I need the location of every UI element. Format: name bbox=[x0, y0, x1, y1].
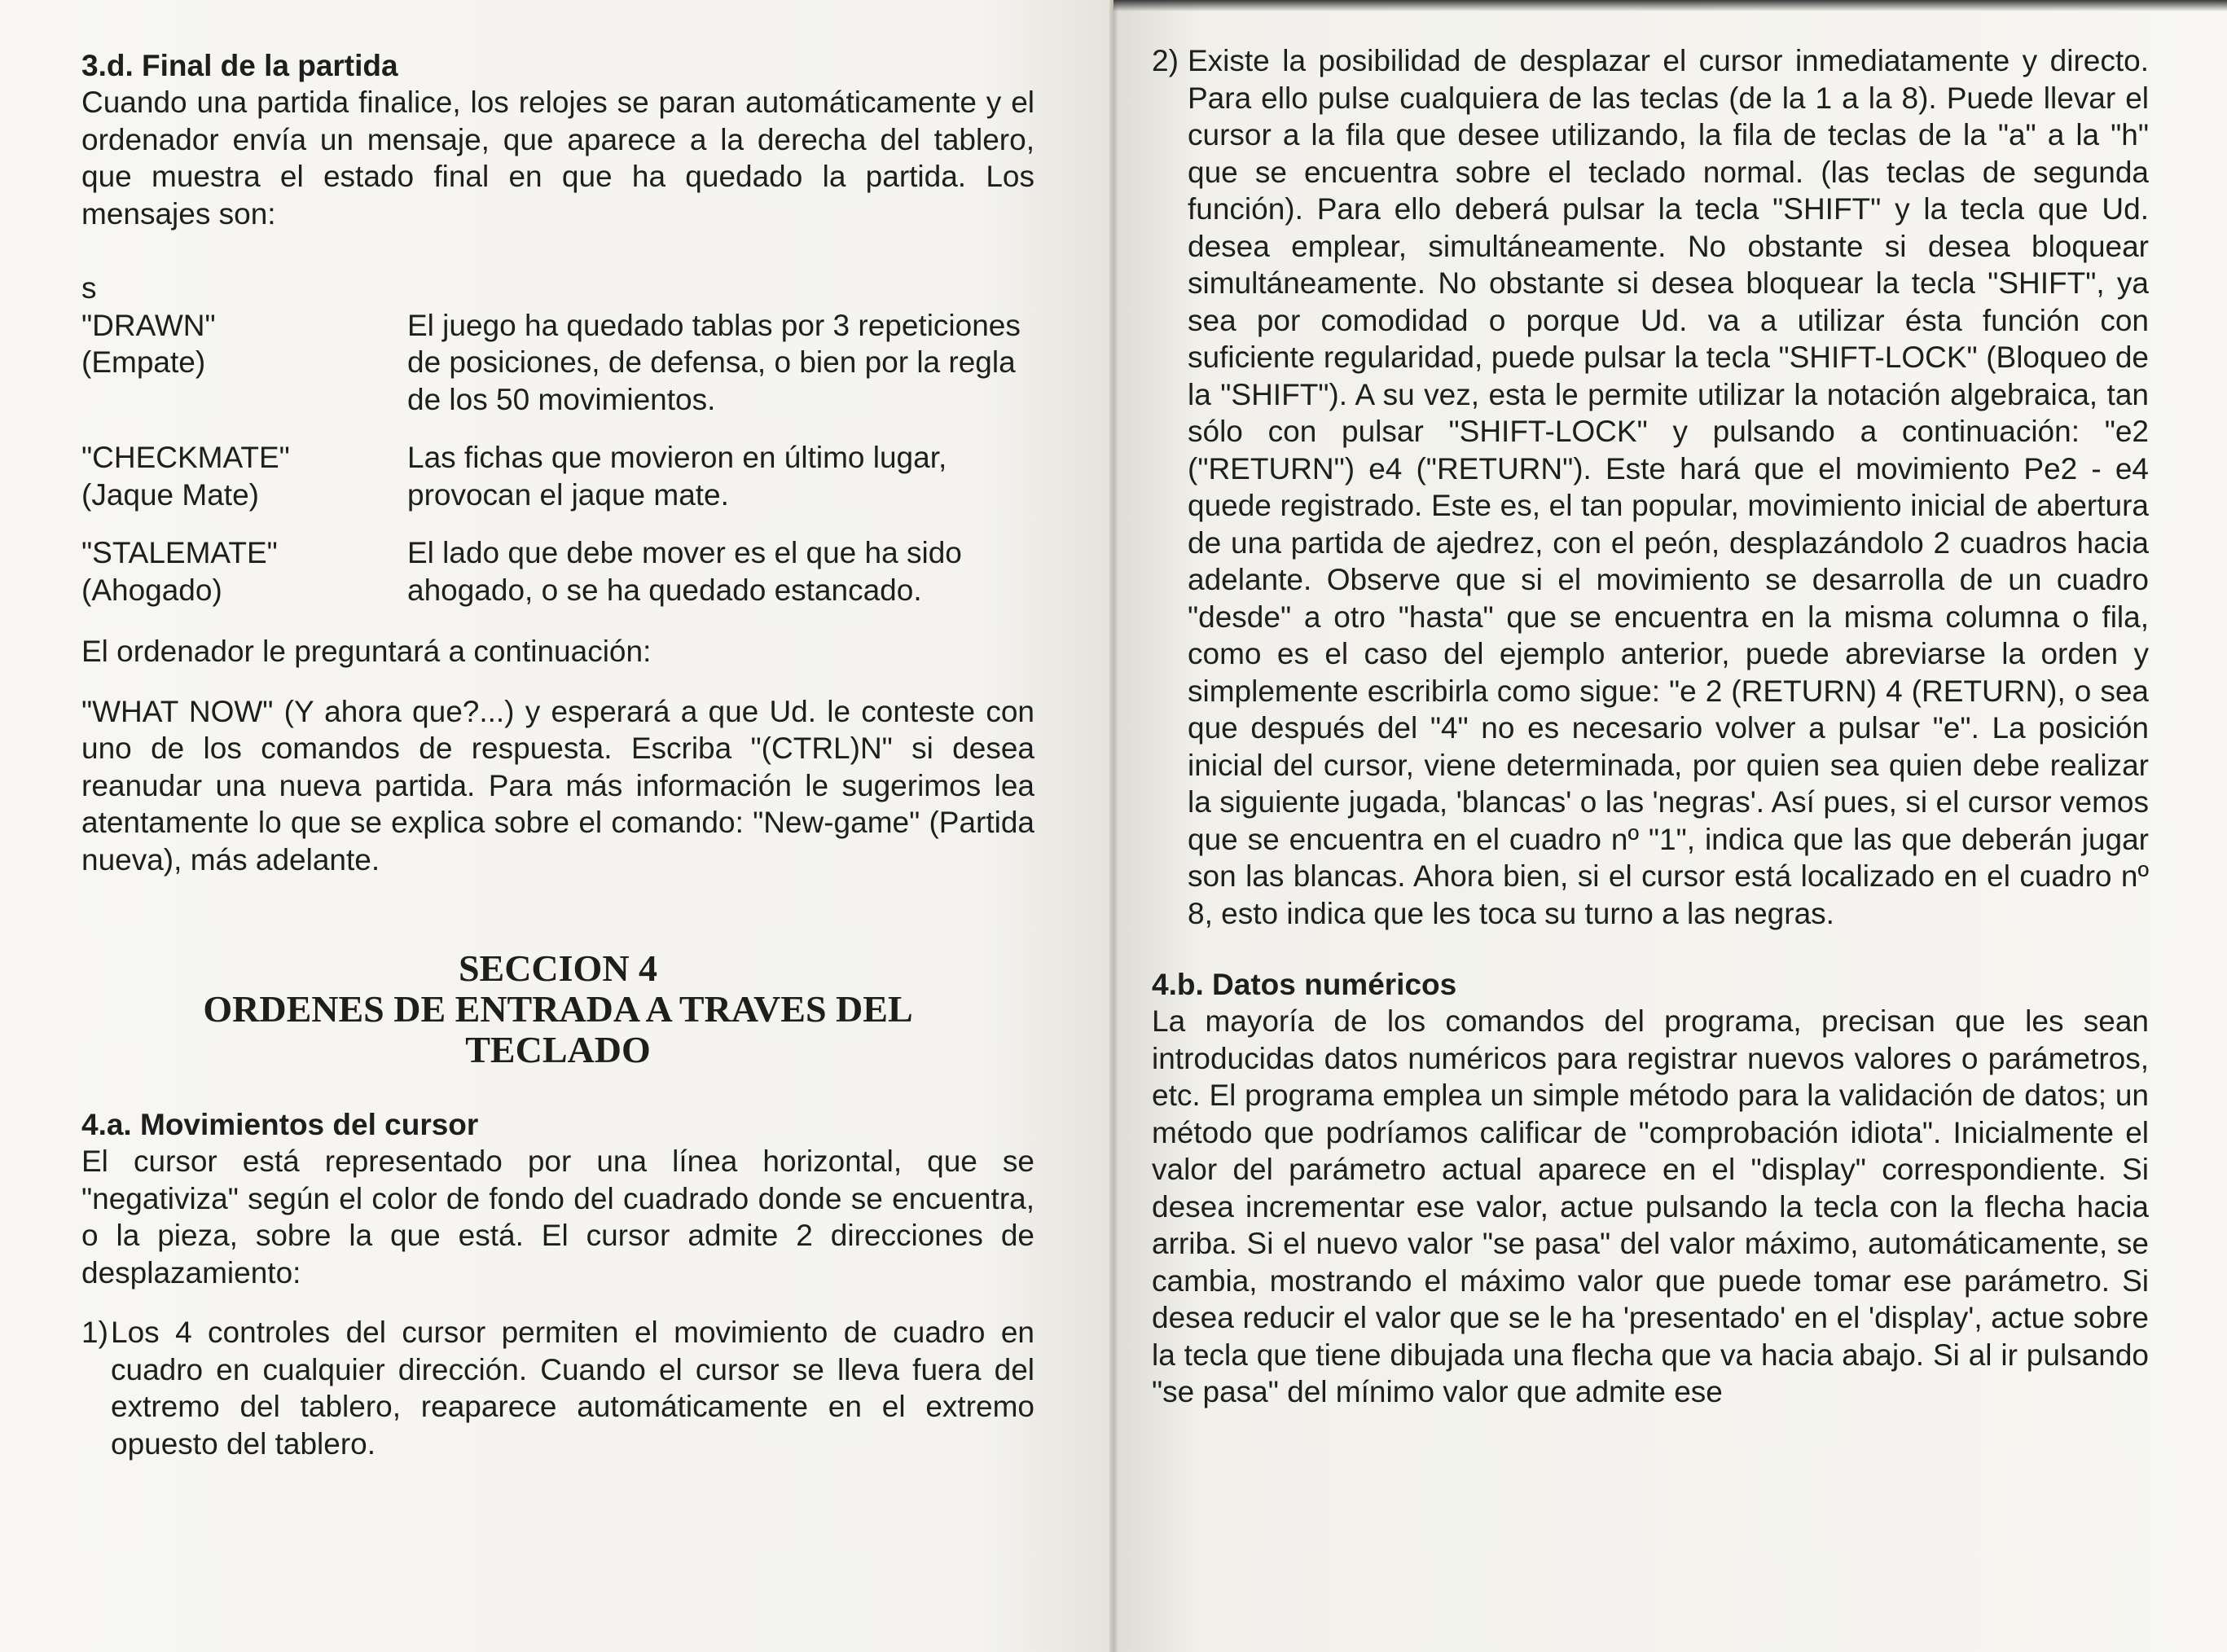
message-term: "DRAWN" (Empate) bbox=[81, 308, 216, 379]
right-column bbox=[1152, 42, 2149, 1411]
list-text: Existe la posibilidad de desplazar el cursor inmediatamente y directo. Para ello pulse cualquiera de las teclas (de la 1 a la 8). Puede llevar el cursor a la fila que desee utilizando, la fila de teclas de la "a" a la "h" que se encuentra sobre el teclado normal. (las teclas de segunda función). Para ello deberá pulsar la tecla "SHIFT" y la tecla que Ud. desea emplear, simultáneamente. No obstante si desea bloquear simultáneamente. No obstante si desea bloquear la tecla "SHIFT", ya sea por comodidad o porque Ud. va a utilizar ésta función con suficiente regularidad, puede pulsar la tecla "SHIFT-LOCK" (Bloqueo de la "SHIFT"). A su vez, esta le permite utilizar la notación algebraica, tan sólo con pulsar "SHIFT-LOCK" y pulsando a continuación: "e2 ("RETURN") e4 ("RETURN"). Este hará que el movimiento Pe2 - e4 quede registrado. Este es, el tan popular, movimiento inicial de abertura de una partida de ajedrez, con el peón, desplazándolo 2 cuadros hacia adelante. Observe que si el movimiento se desarrolla de un cuadro "desde" a otro "hasta" que se encuentra en la misma columna o fila, como es el caso del ejemplo anterior, puede abreviarse la orden y simplemente escribirla como sigue: "e 2 (RETURN) 4 (RETURN), o sea que después del "4" no es necesario volver a pulsar "e". La posición inicial del cursor, viene determinada, por quien sea quien debe realizar la siguiente jugada, 'blancas' o las 'negras'. Así pues, si el cursor vemos que se encuentra en el cuadro nº "1", indica que las que deberán jugar son las blancas. Ahora bien, si el cursor está localizado en el cuadro nº 8, esto indica que les toca su turno a las negras. bbox=[1188, 44, 2149, 930]
stray-letter: s bbox=[81, 271, 97, 305]
section-4-subtitle: ORDENES DE ENTRADA A TRAVES DEL TECLADO bbox=[203, 988, 913, 1070]
message-description: El lado que debe mover es el que ha sido ahogado, o se ha quedado estancado. bbox=[407, 536, 962, 607]
message-description: Las fichas que movieron en último lugar, provocan el jaque mate. bbox=[407, 441, 947, 512]
what-now-paragraph: "WHAT NOW" (Y ahora que?...) y esperará a que Ud. le conteste con uno de los comandos de respuesta. Escriba "(CTRL)N" si desea reanudar una nueva partida. Para más información le sugerimos lea atentamente lo que se explica sobre el comando: "New-game" (Partida nueva), más adelante. bbox=[81, 694, 1034, 877]
section-4a-intro: El cursor está representado por una línea horizontal, que se "negativiza" según el color de fondo del cuadrado donde se encuentra, o la pieza, sobre la que está. El cursor admite 2 direcciones de desplazamiento: bbox=[81, 1145, 1034, 1290]
list-item-2 bbox=[1152, 42, 2149, 932]
computer-question-text: El ordenador le preguntará a continuación: bbox=[81, 635, 652, 668]
list-number: 2) bbox=[1152, 44, 1179, 77]
message-checkmate bbox=[81, 439, 1034, 513]
section-4-title: SECCION 4 bbox=[458, 947, 658, 989]
message-description: El juego ha quedado tablas por 3 repeticiones de posiciones, de defensa, o bien por la regla de los 50 movimientos. bbox=[407, 308, 1021, 416]
book-gutter bbox=[1109, 0, 1118, 1652]
list-text: Los 4 controles del cursor permiten el movimiento de cuadro en cuadro en cualquier dirección. Cuando el cursor se lleva fuera del extremo del tablero, reaparece automáticamente en el extremo opuesto del tablero. bbox=[111, 1316, 1034, 1461]
section-4b-heading: 4.b. Datos numéricos bbox=[1152, 968, 1457, 1001]
message-term: "STALEMATE" (Ahogado) bbox=[81, 536, 278, 607]
top-edge-shadow bbox=[1114, 0, 2227, 11]
left-column bbox=[81, 47, 1034, 1462]
list-item-1 bbox=[81, 1314, 1034, 1462]
message-drawn bbox=[81, 307, 1034, 419]
list-number: 1) bbox=[81, 1316, 108, 1349]
section-4a-heading: 4.a. Movimientos del cursor bbox=[81, 1108, 479, 1141]
message-stalemate bbox=[81, 534, 1034, 609]
section-3d-intro: Cuando una partida finalice, los relojes se paran automáticamente y el ordenador envía un mensaje, que aparece a la derecha del tablero, que muestra el estado final en que ha quedado la partida. Los mensajes son: bbox=[81, 86, 1034, 231]
section-4-header bbox=[81, 948, 1034, 1070]
section-3d-heading: 3.d. Final de la partida bbox=[81, 49, 398, 82]
message-term: "CHECKMATE" (Jaque Mate) bbox=[81, 441, 290, 512]
section-4b-body: La mayoría de los comandos del programa, precisan que les sean introducidas datos numéricos para registrar nuevos valores o parámetros, etc. El programa emplea un simple método para la validación de datos; un método que podríamos calificar de "comprobación idiota". Inicialmente el valor del parámetro actual aparece en el "display" correspondiente. Si desea incrementar ese valor, actue pulsando la tecla con la flecha hacia arriba. Si el nuevo valor "se pasa" del valor máximo, automáticamente, se cambia, mostrando el máximo valor que puede tomar ese parámetro. Si desea reducir el valor que se le ha 'presentado' en el 'display', actue sobre la tecla que tiene dibujada una flecha que va hacia abajo. Si al ir pulsando "se pasa" del mínimo valor que admite ese bbox=[1152, 1004, 2149, 1408]
